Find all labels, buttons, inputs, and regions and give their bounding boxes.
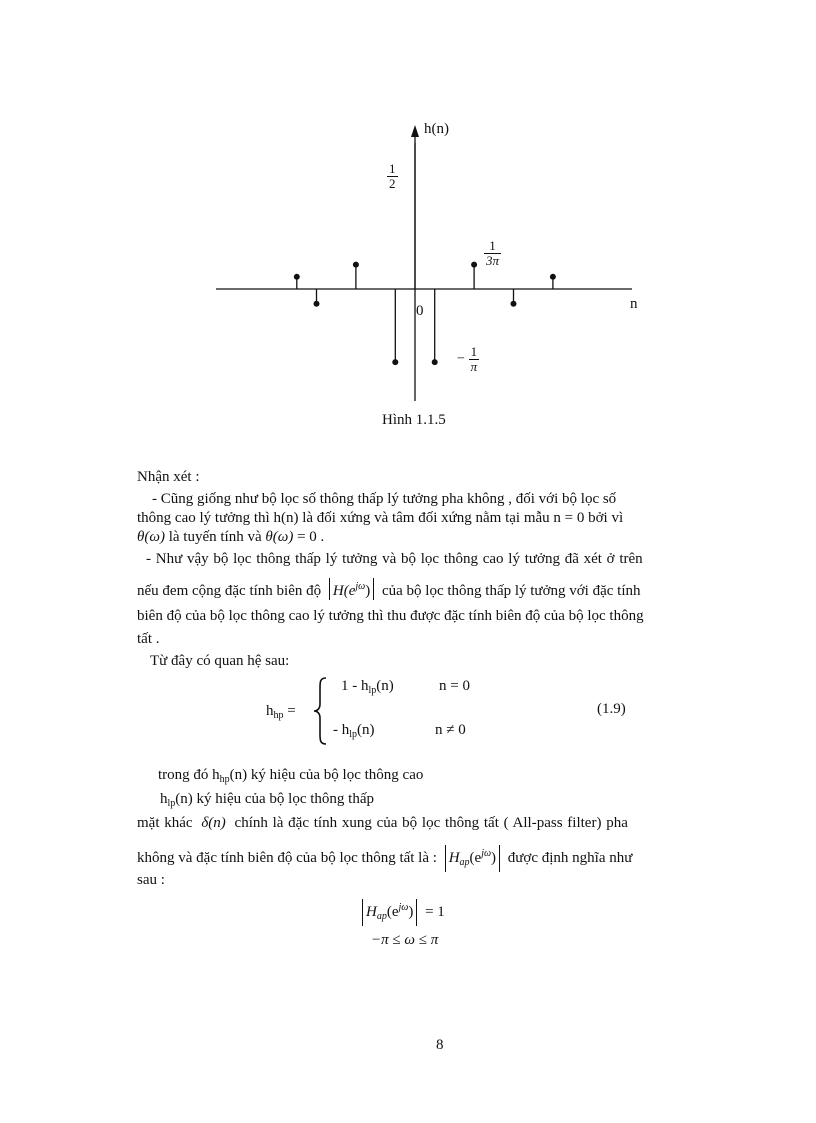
magnitude-Hap-ejw: $H_{ap}(e^{j\omega})$ [445,845,500,872]
tu-day-line: Từ đây có quan hệ sau: [150,653,290,669]
eq19-case1-expr: $1 - h_{lp}(n)$ [341,678,394,696]
after-eq-line-2: $h_{lp}(n)$ ký hiệu của bộ lọc thông thấp [160,791,374,809]
y-axis-label: h(n) [424,121,449,137]
eq19-case2-expr: - $h_{lp}(n)$ [333,722,375,740]
eq19-number: (1.9) [597,701,626,717]
stem-dot-n3 [471,262,477,268]
bullet-2-line-1: - Như vậy bộ lọc thông thấp lý tưởng và bộ lọc thông cao lý tưởng đã xét ở trên [146,551,643,567]
stem-dot-n-1 [392,359,398,365]
bullet-1-line-1: - Cũng giống như bộ lọc số thông thấp lý tưởng pha không , đối với bộ lọc số [152,491,617,507]
stem-dot-n5 [511,301,517,307]
figure-caption: Hình 1.1.5 [382,412,446,428]
stem-dot-n-3 [353,262,359,268]
stem-dot-n-6 [294,274,300,280]
stem-dot-n-5 [314,301,320,307]
bullet-2-line-2: nếu đem cộng đặc tính biên độ $H(e^{j\omega})$ của bộ lọc thông thấp lý tưởng với đặc tính [137,578,641,600]
y-axis-arrow-icon [411,125,419,137]
eq-allpass-range: −π ≤ ω ≤ π [371,932,439,948]
eq19-case1-cond: n = 0 [439,678,470,694]
eq19-brace [312,676,328,746]
bullet-2-line-3: biên độ của bộ lọc thông cao lý tưởng thì thu được đặc tính biên độ của bộ lọc thông [137,608,644,624]
x-axis-label: n [630,296,638,312]
eq19-lhs: $h_{hp}$ = [266,703,296,721]
mat-khac-line-2: không và đặc tính biên độ của bộ lọc thông tất là : $H_{ap}(e^{j\omega})$ được định nghĩa như [137,845,632,872]
label-one-half: $\frac{1}{2}$ [389,161,396,191]
bullet-1-line-3: θ(ω) là tuyến tính và θ(ω) = 0 . [137,529,325,545]
mat-khac-line-3: sau : [137,872,165,888]
stem-dot-n1 [432,359,438,365]
origin-label: 0 [416,303,424,319]
page-number: 8 [436,1037,444,1053]
eq19-case2-cond: n ≠ 0 [435,722,466,738]
bullet-1-line-2: thông cao lý tưởng thì h(n) là đối xứng và tâm đối xứng nằm tại mẫu n = 0 bởi vì [137,510,624,526]
impulse-response-figure [200,115,670,415]
eq-allpass: $H_{ap}(e^{j\omega}) = 1$ [362,899,445,926]
after-eq-line-1: trong đó $h_{hp}(n)$ ký hiệu của bộ lọc thông cao [158,767,424,785]
mat-khac-line-1: mặt khác δ(n) chính là đặc tính xung của bộ lọc thông tất ( All-pass filter) pha [137,815,628,831]
stem-dot-n7 [550,274,556,280]
nhan-xet-heading: Nhận xét : [137,469,200,485]
label-one-over-3pi: $\frac{1}{3\pi}$ [486,238,500,268]
bullet-2-line-4: tất . [137,631,160,647]
magnitude-H-ejw: $H(e^{j\omega})$ [329,578,374,600]
stems-group [294,262,556,366]
label-minus-one-over-pi: − $\frac{1}{\pi}$ [457,344,478,374]
